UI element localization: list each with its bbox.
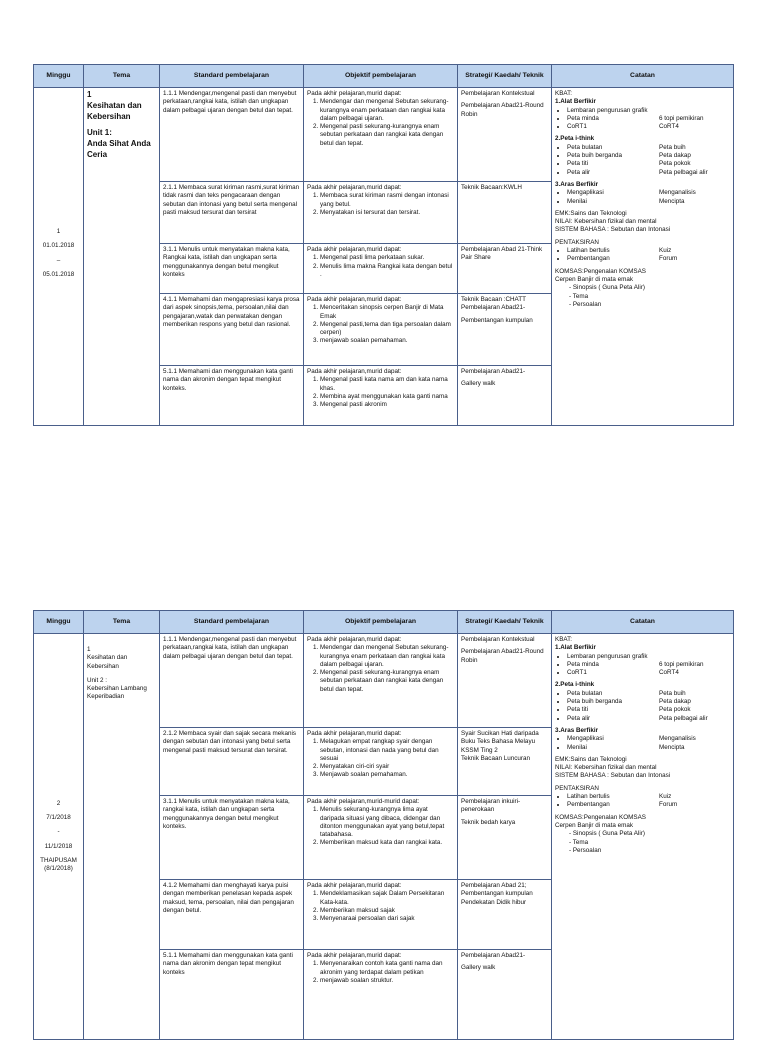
catatan-list-item: • Pembentangan Forum	[567, 255, 730, 263]
objektif-item: 2. menjawab soalan struktur.	[320, 977, 454, 985]
objektif-item: 1. Menyenaraikan contoh kata ganti nama dan akronim yang terdapat dalam petikan	[320, 960, 454, 977]
column-header: Tema	[84, 611, 160, 634]
catatan-list-item: • Lembaran pengurusan grafik	[567, 653, 730, 661]
catatan-list-item: • Peta alir Peta pelbagai alir	[567, 169, 730, 177]
catatan-list-item: • CoRT1 CoRT4	[567, 669, 730, 677]
week-start-date: 01.01.2018	[42, 242, 75, 250]
objektif-cell	[304, 796, 458, 880]
strategi-cell	[458, 244, 552, 294]
objektif-cell	[304, 880, 458, 950]
catatan-list-item: - Tema	[569, 293, 730, 301]
objektif-item: 1. Melagukan empat rangkap syair dengan sebutan, intonasi dan nada yang betul dan sesuai	[320, 738, 454, 763]
catatan-list-item: • Menilai Mencipta	[567, 744, 730, 752]
catatan-list-item: • Peta titi Peta pokok	[567, 706, 730, 714]
objektif-item: 2. Membina ayat menggunakan kata ganti nama	[320, 393, 454, 401]
standard-cell: 1.1.1 Mendengar,mengenal pasti dan menyebut perkataan,rangkai kata, istilah dan ungkapan dalam pelbagai ujaran dengan betul dan tepat.	[160, 634, 304, 728]
strategi-cell	[458, 728, 552, 796]
catatan-list-item: - Persoalan	[569, 847, 730, 855]
strategi-cell	[458, 294, 552, 366]
strategi-line: Pembelajaran Abad21-Round Robin	[461, 648, 544, 664]
cerpen-line: Cerpen Banjir di mata emak	[555, 275, 634, 283]
catatan-list-item: • Peta buih berganda Peta dakap	[567, 698, 730, 706]
column-header: Strategi/ Kaedah/ Teknik	[458, 611, 552, 634]
objektif-item: 1. Menceritakan sinopsis cerpen Banjir di Mata Emak	[320, 304, 454, 321]
strategi-line: Pembelajaran Abad21-Round Robin	[461, 102, 544, 118]
objektif-intro: Pada akhir pelajaran,murid dapat:	[307, 636, 402, 643]
catatan-list-item: - Sinopsis ( Guna Peta Alir)	[569, 284, 730, 292]
objektif-item: 3. Menjawab soalan pemahaman.	[320, 771, 454, 779]
catatan-list-item: • Lembaran pengurusan grafik	[567, 107, 730, 115]
aras-berfikir-heading: 3.Aras Berfikir	[555, 726, 599, 734]
column-header: Catatan	[552, 611, 734, 634]
catatan-list-item: • Latihan bertulis Kuiz	[567, 793, 730, 801]
kbat-heading: KBAT:	[555, 90, 573, 97]
nilai-line: NILAI: Kebersihan fizikal dan mental	[555, 218, 657, 226]
nilai-line: NILAI: Kebersihan fizikal dan mental	[555, 764, 657, 772]
pentaksiran-heading: PENTAKSIRAN	[555, 238, 599, 246]
objektif-cell	[304, 366, 458, 426]
objektif-item: 2. Mengenal pasti,tema dan tiga persoalan dalam cerpen)	[320, 321, 454, 338]
objektif-cell	[304, 88, 458, 182]
unit-label: Unit 2 :	[87, 676, 107, 684]
objektif-item: 1. Menulis sekurang-kurangnya lima ayat daripada situasi yang dibaca, didengar dan ditonton menggunakan ayat yang betul,tepat tatabahasa.	[320, 806, 454, 839]
tema-cell	[84, 634, 160, 1040]
ithink-heading: 2.Peta i-think	[555, 681, 595, 689]
strategi-line: Pembelajaran inkuiri-penerokaan	[461, 798, 521, 814]
objektif-item: 1. Mendengar dan mengenal Sebutan sekurang-kurangnya enam perkataan dan rangkai kata dalam pelbagai ujaran.	[320, 98, 454, 123]
objektif-intro: Pada akhir pelajaran,murid dapat:	[307, 882, 402, 889]
strategi-cell	[458, 182, 552, 244]
catatan-list-item: • Latihan bertulis Kuiz	[567, 247, 730, 255]
strategi-cell	[458, 88, 552, 182]
catatan-list-item: • Menilai Mencipta	[567, 198, 730, 206]
standard-cell: 3.1.1 Menulis untuk menyatakan makna kata, Rangkai kata, istilah dan ungkapan serta menggunakannya dengan betul mengikut konteks	[160, 244, 304, 294]
emk-line: EMK:Sains dan Teknologi	[555, 755, 627, 763]
column-header: Tema	[84, 65, 160, 88]
column-header: Objektif pembelajaran	[304, 611, 458, 634]
standard-cell: 5.1.1 Memahami dan menggunakan kata ganti nama dan akronim dengan tepat mengikut konteks.	[160, 366, 304, 426]
strategi-line: Pembelajaran Kontekstual	[461, 636, 535, 643]
strategi-line: Teknik Bacaan:KWLH	[461, 184, 522, 191]
objektif-item: 2. Menyatakan isi tersurat dan tersirat.	[320, 209, 454, 217]
objektif-cell	[304, 244, 458, 294]
objektif-item: 3. Menyenaraai persoalan dari sajak	[320, 915, 454, 923]
objektif-item: 1. Mengenal pasti lima perkataan sukar.	[320, 254, 454, 262]
lesson-plan-table	[33, 610, 734, 1040]
minggu-cell	[34, 88, 84, 426]
standard-cell: 2.1.2 Membaca syair dan sajak secara mekanis dengan sebutan dan intonasi yang betul serta mengenal pasti maksud tersurat dan tersirat.	[160, 728, 304, 796]
objektif-intro: Pada akhir pelajaran,murid dapat:	[307, 730, 402, 737]
objektif-item: 2. Mengenal pasti sekurang-kurangnya enam sebutan perkataan dan rangkai kata dengan betul dan tepat.	[320, 123, 454, 148]
tema-cell	[84, 88, 160, 426]
catatan-list-item: • Peta minda 6 topi pemikiran	[567, 661, 730, 669]
catatan-list-item: • Peta alir Peta pelbagai alir	[567, 715, 730, 723]
objektif-intro: Pada akhir pelajaran,murid dapat:	[307, 368, 402, 375]
objektif-item: 3. menjawab soalan pemahaman.	[320, 337, 454, 345]
week-end-date: 11/1/2018	[44, 842, 73, 850]
strategi-line: Teknik Bacaan Luncuran	[461, 754, 530, 762]
strategi-cell	[458, 950, 552, 1040]
alat-berfikir-heading: 1.Alat Berfikir	[555, 98, 596, 106]
strategi-line: Pembelajaran Abad21-	[461, 952, 526, 959]
komsas-line: KOMSAS:Pengenalan KOMSAS	[555, 267, 647, 275]
week-note: THAIPUSAM (8/1/2018)	[40, 856, 77, 873]
catatan-list-item: • Mengaplikasi Menganalisis	[567, 189, 730, 197]
catatan-list-item: - Persoalan	[569, 301, 730, 309]
objektif-intro: Pada akhir pelajaran,murid dapat:	[307, 184, 402, 191]
strategi-line: Syair Sucikan Hati daripada Buku Teks Bahasa Melayu KSSM Ting 2	[461, 730, 539, 754]
objektif-intro: Pada akhir pelajaran,murid-murid dapat:	[307, 798, 420, 805]
minggu-cell	[34, 634, 84, 1040]
header-row	[34, 611, 734, 634]
tema-title: Kesihatan dan Kebersihan	[87, 654, 128, 670]
catatan-list-item: • Peta buih berganda Peta dakap	[567, 152, 730, 160]
objektif-item: 2. Menulis lima makna Rangkai kata dengan betul .	[320, 263, 454, 280]
strategi-line: Teknik Bacaan :CHATT Pembelajaran Abad21-	[461, 296, 526, 312]
tema-number: 1	[87, 646, 91, 653]
komsas-line: KOMSAS:Pengenalan KOMSAS	[555, 813, 647, 821]
cerpen-line: Cerpen Banjir di mata emak	[555, 821, 634, 829]
objektif-item: 1. Membaca surat kiriman rasmi dengan intonasi yang betul.	[320, 192, 454, 209]
strategi-line: Pembelajaran Abad 21; Pembentangan kumpulan Pendekatan Didik hibur	[461, 882, 533, 906]
unit-name: Anda Sihat Anda Ceria	[87, 139, 151, 159]
catatan-list-item: • Peta minda 6 topi pemikiran	[567, 115, 730, 123]
strategi-cell	[458, 796, 552, 880]
catatan-list-item: • Pembentangan Forum	[567, 801, 730, 809]
objektif-cell	[304, 950, 458, 1040]
tema-title: Kesihatan dan Kebersihan	[87, 100, 142, 121]
week-separator: -	[57, 828, 60, 836]
column-header: Minggu	[34, 65, 84, 88]
aras-berfikir-heading: 3.Aras Berfikir	[555, 180, 599, 188]
column-header: Standard pembelajaran	[160, 611, 304, 634]
standard-cell: 4.1.1 Memahami dan mengapresiasi karya prosa dari aspek sinopsis,tema, persoalan,nilai dan pengajaran,watak dan perwatakan dengan memberikan respons yang betul dan rasional.	[160, 294, 304, 366]
sistem-bahasa-line: SISTEM BAHASA : Sebutan dan Intonasi	[555, 226, 671, 234]
objektif-item: 2. Memberikan maksud kata dan rangkai kata.	[320, 839, 454, 847]
column-header: Objektif pembelajaran	[304, 65, 458, 88]
standard-cell: 1.1.1 Mendengar,mengenal pasti dan menyebut perkataan,rangkai kata, istilah dan ungkapan dalam pelbagai ujaran dengan betul dan tepat.	[160, 88, 304, 182]
unit-label: Unit 1:	[87, 128, 112, 138]
objektif-intro: Pada akhir pelajaran,murid dapat:	[307, 246, 402, 253]
strategi-cell	[458, 366, 552, 426]
unit-name: Kebersihan Lambang Keperibadian	[87, 685, 147, 701]
table-row	[34, 88, 734, 182]
column-header: Strategi/ Kaedah/ Teknik	[458, 65, 552, 88]
standard-cell: 5.1.1 Memahami dan menggunakan kata ganti nama dan akronim dengan tepat mengikut konteks	[160, 950, 304, 1040]
standard-cell: 4.1.2 Memahami dan menghayati karya puisi dengan memberikan penelasan kepada aspek maksud, tema, persoalan, nilai dan pengajaran dengan betul.	[160, 880, 304, 950]
objektif-item: 1. Mendeklamasikan sajak Dalam Persekitaran Kata-kata.	[320, 890, 454, 907]
tema-number: 1	[87, 90, 92, 99]
week-end-date: 05.01.2018	[42, 270, 75, 278]
week-number: 2	[56, 799, 61, 807]
catatan-cell	[552, 634, 734, 1040]
catatan-list-item: • Peta bulatan Peta buih	[567, 144, 730, 152]
objektif-intro: Pada akhir pelajaran,murid dapat:	[307, 296, 402, 303]
strategi-line: Pembentangan kumpulan	[461, 316, 533, 324]
objektif-intro: Pada akhir pelajaran,murid dapat:	[307, 952, 402, 959]
alat-berfikir-heading: 1.Alat Berfikir	[555, 644, 596, 652]
catatan-list-item: • Mengaplikasi Menganalisis	[567, 735, 730, 743]
objektif-item: 2. Memberikan maksud sajak	[320, 907, 454, 915]
strategi-line: Teknik bedah karya	[461, 818, 516, 826]
week-start-date: 7/1/2018	[46, 813, 71, 821]
strategi-line: Gallery walk	[461, 380, 496, 388]
objektif-cell	[304, 634, 458, 728]
objektif-item: 2. Mengenal pasti sekurang-kurangnya enam sebutan perkataan dan rangkai kata dengan betul dan tepat.	[320, 669, 454, 694]
lesson-plan-table	[33, 64, 734, 426]
week-number: 1	[56, 227, 61, 235]
catatan-list-item: - Tema	[569, 839, 730, 847]
objektif-item: 3. Mengenal pasti akronim	[320, 401, 454, 409]
objektif-item: 2. Menyatakan ciri-ciri syair	[320, 763, 454, 771]
column-header: Catatan	[552, 65, 734, 88]
pentaksiran-heading: PENTAKSIRAN	[555, 784, 599, 792]
strategi-line: Pembelajaran Abad 21-Think Pair Share	[461, 246, 543, 262]
header-row	[34, 65, 734, 88]
objektif-item: 1. Mengenal pasti kata nama am dan kata nama khas.	[320, 376, 454, 393]
catatan-list-item: • Peta titi Peta pokok	[567, 160, 730, 168]
ithink-heading: 2.Peta i-think	[555, 135, 595, 143]
catatan-list-item: - Sinopsis ( Guna Peta Alir)	[569, 830, 730, 838]
kbat-heading: KBAT:	[555, 636, 573, 643]
week-separator: –	[56, 256, 61, 264]
standard-cell: 2.1.1 Membaca surat kiriman rasmi,surat kiriman tidak rasmi dan teks pengacaraan dengan sebutan dan intonasi yang betul serta mengenal pasti maksud tersurat dan tersirat	[160, 182, 304, 244]
strategi-cell	[458, 634, 552, 728]
column-header: Minggu	[34, 611, 84, 634]
standard-cell: 3.1.1 Menulis untuk menyatakan makna kata, rangkai kata, istilah dan ungkapan serta menggunakannya dengan betul mengikut konteks.	[160, 796, 304, 880]
strategi-line: Pembelajaran Kontekstual	[461, 90, 535, 97]
column-header: Standard pembelajaran	[160, 65, 304, 88]
objektif-cell	[304, 728, 458, 796]
catatan-list-item: • CoRT1 CoRT4	[567, 123, 730, 131]
sistem-bahasa-line: SISTEM BAHASA : Sebutan dan Intonasi	[555, 772, 671, 780]
catatan-list-item: • Peta bulatan Peta buih	[567, 690, 730, 698]
objektif-item: 1. Mendengar dan mengenal Sebutan sekurang-kurangnya enam perkataan dan rangkai kata dalam pelbagai ujaran.	[320, 644, 454, 669]
strategi-line: Gallery walk	[461, 964, 496, 972]
table-row	[34, 634, 734, 728]
catatan-cell	[552, 88, 734, 426]
strategi-cell	[458, 880, 552, 950]
objektif-cell	[304, 294, 458, 366]
objektif-intro: Pada akhir pelajaran,murid dapat:	[307, 90, 402, 97]
strategi-line: Pembelajaran Abad21-	[461, 368, 526, 375]
emk-line: EMK:Sains dan Teknologi	[555, 209, 627, 217]
objektif-cell	[304, 182, 458, 244]
